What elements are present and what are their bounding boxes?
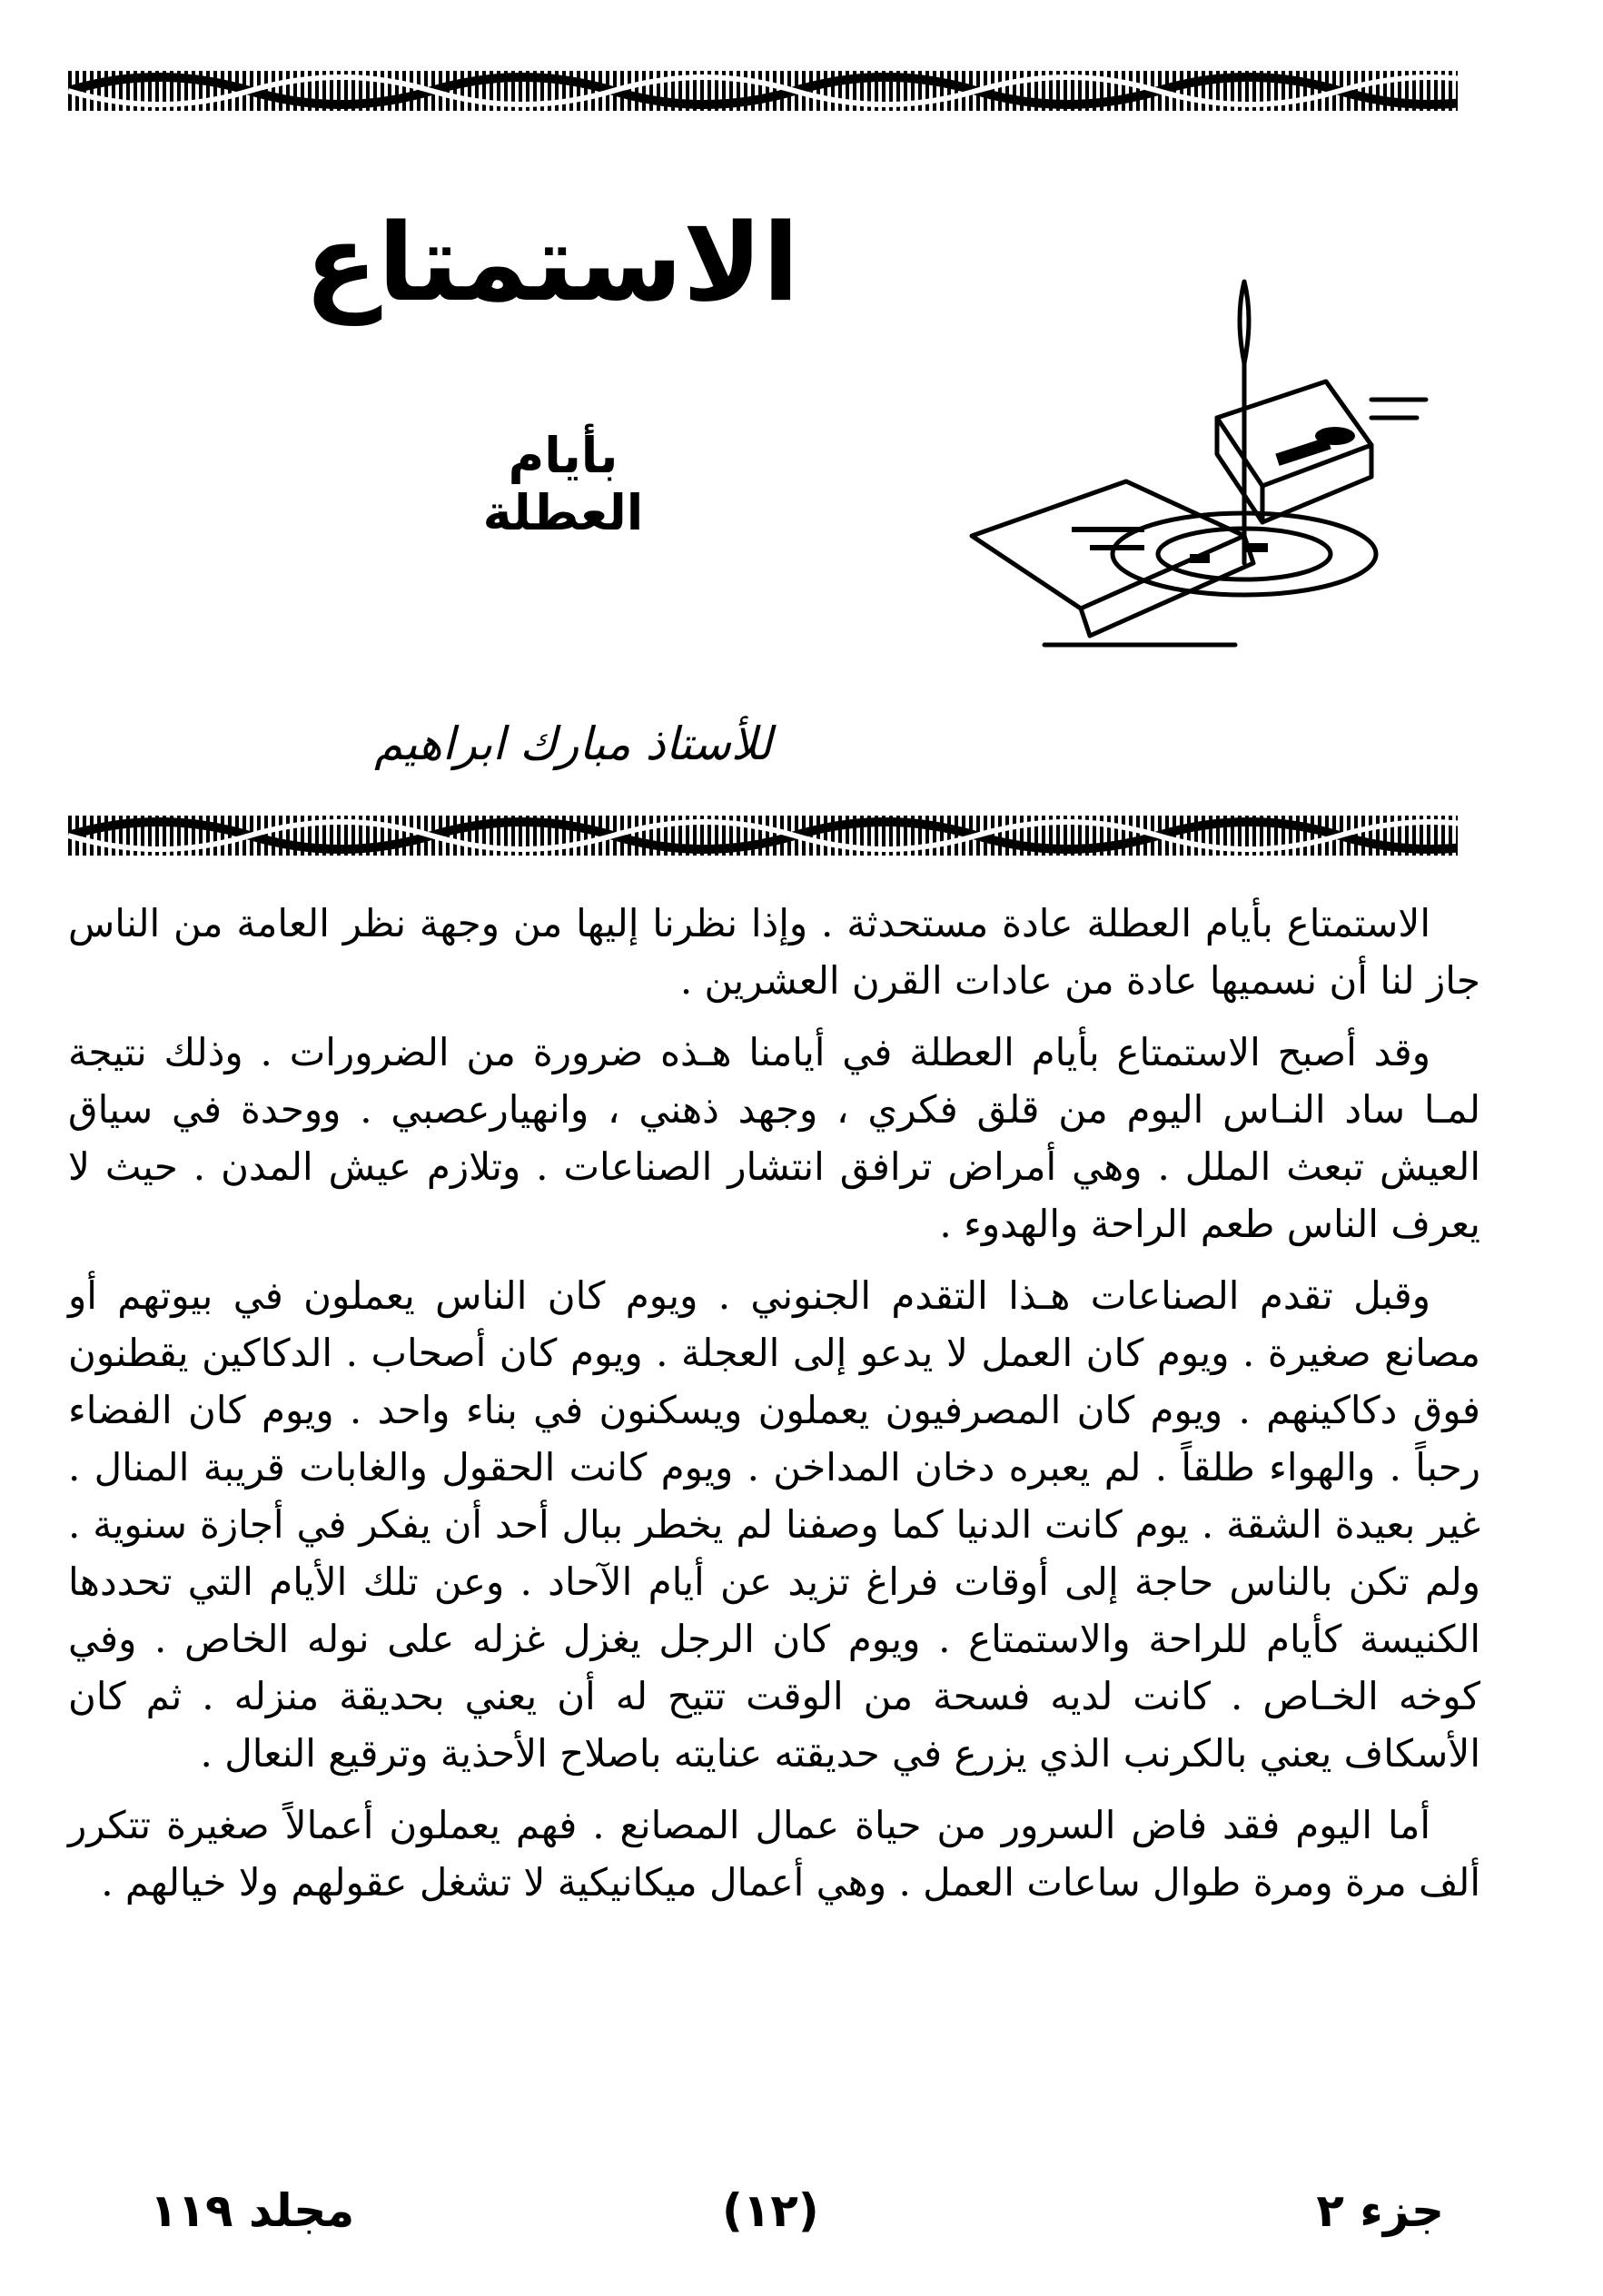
decorative-border-middle xyxy=(68,808,1458,863)
page-footer xyxy=(68,2184,1480,2252)
body-paragraph: أما اليوم فقد فاض السرور من حياة عمال المصانع . فهم يعملون أعمالاً صغيرة تتكرر ألف مرة ومرة طوال ساعات العمل . وهي أعمال ميكانيكية لا تشغل عقولهم ولا خيالهم . xyxy=(68,1803,1480,1905)
books-and-pen-illustration xyxy=(945,263,1435,672)
issue-part-number: جزء ٢ xyxy=(1316,2184,1444,2237)
article-subtitle: بأيام العطلة xyxy=(482,427,644,541)
article-body xyxy=(68,895,1480,1925)
page-number: (١٢) xyxy=(722,2184,819,2237)
decorative-border-top xyxy=(68,64,1458,118)
author-byline: للأستاذ مبارك ابراهيم xyxy=(374,718,772,770)
volume-number: مجلد ١١٩ xyxy=(150,2184,355,2237)
article-title: الاستمتاع xyxy=(304,200,799,325)
body-paragraph: وقد أصبح الاستمتاع بأيام العطلة في أيامنا هـذه ضرورة من الضرورات . وذلك نتيجة لمـا ساد النـاس اليوم من قلق فكري ، وجهد ذهني ، وانهيارعصبي . ووحدة في سياق العيش تبعث الملل . وهي أمراض ترافق انتشار الصناعات . وتلازم عيش المدن . حيث لا يعرف الناس طعم الراحة والهدوء . xyxy=(68,1030,1481,1246)
body-paragraph: وقبل تقدم الصناعات هـذا التقدم الجنوني . ويوم كان الناس يعملون في بيوتهم أو مصانع صغيرة . ويوم كان العمل لا يدعو إلى العجلة . ويوم كان أصحاب . الدكاكين يقطنون فوق دكاكينهم . ويوم كان المصرفيون يعملون ويسكنون في بناء واحد . ويوم كان الفضاء رحباً . والهواء طلقاً . لم يعبره دخان المداخن . ويوم كانت الحقول والغابات قريبة المنال . غير بعيدة الشقة . يوم كانت الدنيا كما وصفنا لم يخطر ببال أحد أن يفكر في أجازة سنوية . ولم تكن بالناس حاجة إلى أوقات فراغ تزيد عن أيام الآحاد . وعن تلك الأيام التي تحددها الكنيسة كأيام للراحة والاستمتاع . ويوم كان الرجل يغزل غزله على نوله الخاص . وفي كوخه الخـاص . كانت لديه فسحة من الوقت تتيح له أن يعني بحديقة منزله . ثم كان الأسكاف يعني بالكرنب الذي يزرع في حديقته عنايته باصلاح الأحذية وترقيع النعال . xyxy=(68,1273,1480,1776)
body-paragraph: الاستمتاع بأيام العطلة عادة مستحدثة . وإذا نظرنا إليها من وجهة نظر العامة من الناس جاز لنا أن نسميها عادة من عادات القرن العشرين . xyxy=(68,901,1480,1003)
